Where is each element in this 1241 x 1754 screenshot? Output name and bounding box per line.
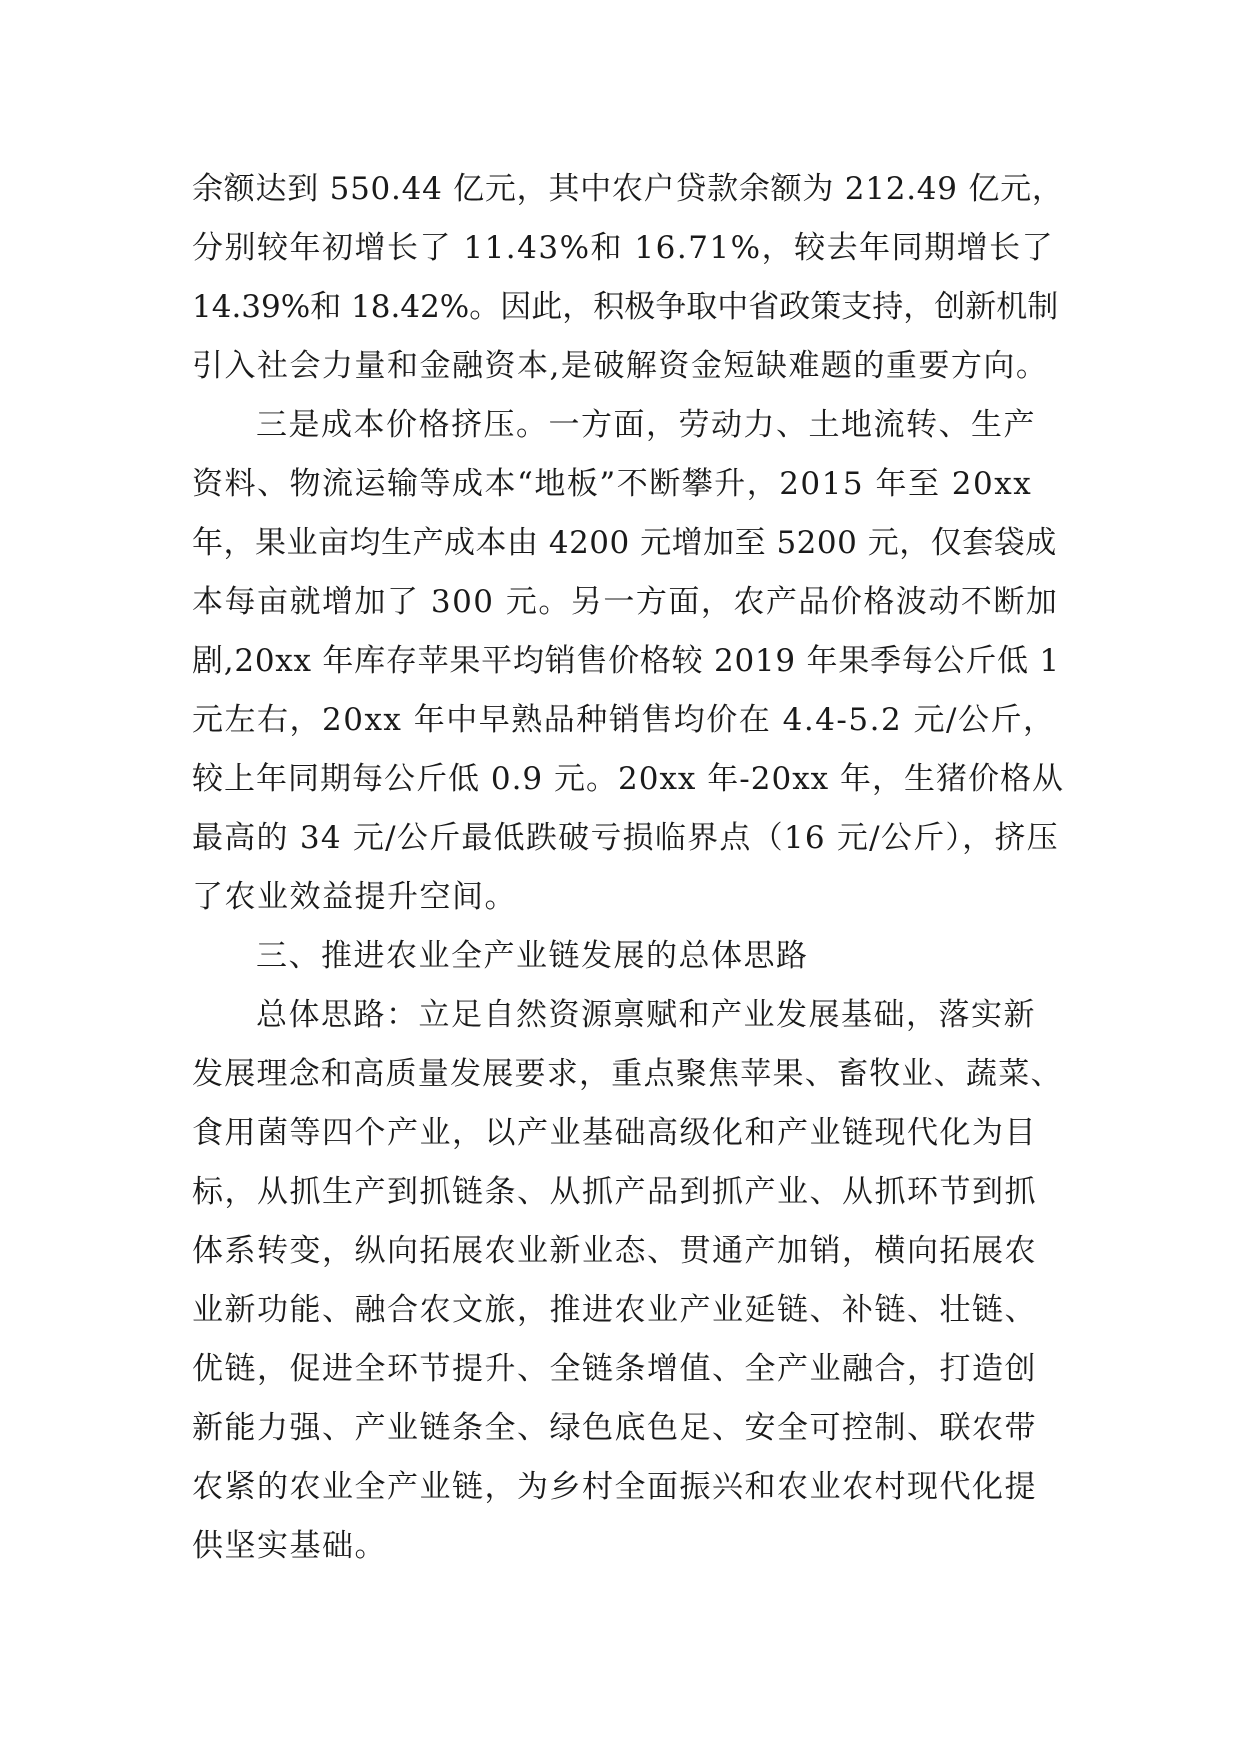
- text-line: 农紧的农业全产业链，为乡村全面振兴和农业农村现代化提: [192, 1469, 1037, 1505]
- text-line: 本每亩就增加了 300 元。另一方面，农产品价格波动不断加: [192, 584, 1059, 620]
- text-line: 最高的 34 元/公斤最低跌破亏损临界点（16 元/公斤），挤压: [192, 820, 1059, 856]
- body-text: [192, 160, 1064, 1576]
- text-line: 发展理念和高质量发展要求，重点聚焦苹果、畜牧业、蔬菜、: [192, 1056, 1063, 1092]
- text-line: 14.39%和 18.42%。因此，积极争取中省政策支持，创新机制: [192, 289, 1059, 325]
- text-line: 引入社会力量和金融资本,是破解资金短缺难题的重要方向。: [192, 348, 1049, 384]
- text-line: 分别较年初增长了 11.43%和 16.71%，较去年同期增长了: [192, 230, 1055, 266]
- text-line: 食用菌等四个产业，以产业基础高级化和产业链现代化为目: [192, 1115, 1037, 1151]
- text-line: 业新功能、融合农文旅，推进农业产业延链、补链、壮链、: [192, 1292, 1037, 1328]
- text-line: 三、推进农业全产业链发展的总体思路: [256, 938, 809, 974]
- text-line: 年，果业亩均生产成本由 4200 元增加至 5200 元，仅套袋成: [192, 525, 1057, 561]
- text-line: 优链，促进全环节提升、全链条增值、全产业融合，打造创: [192, 1351, 1037, 1387]
- text-line: 体系转变，纵向拓展农业新业态、贯通产加销，横向拓展农: [192, 1233, 1037, 1269]
- text-line: 三是成本价格挤压。一方面，劳动力、土地流转、生产: [256, 407, 1036, 443]
- text-line: 了农业效益提升空间。: [192, 879, 517, 915]
- text-line: 元左右，20xx 年中早熟品种销售均价在 4.4-5.2 元/公斤，: [192, 702, 1056, 738]
- text-line: 标，从抓生产到抓链条、从抓产品到抓产业、从抓环节到抓: [192, 1174, 1037, 1210]
- text-line: 新能力强、产业链条全、绿色底色足、安全可控制、联农带: [192, 1410, 1037, 1446]
- text-line: 余额达到 550.44 亿元，其中农户贷款余额为 212.49 亿元，: [192, 171, 1064, 207]
- text-line: 较上年同期每公斤低 0.9 元。20xx 年-20xx 年，生猪价格从: [192, 761, 1065, 797]
- text-line: 剧,20xx 年库存苹果平均销售价格较 2019 年果季每公斤低 1: [192, 643, 1060, 679]
- text-line: 总体思路：立足自然资源禀赋和产业发展基础，落实新: [256, 997, 1036, 1033]
- text-line: 供坚实基础。: [192, 1528, 387, 1564]
- text-line: 资料、物流运输等成本“地板”不断攀升，2015 年至 20xx: [192, 466, 1033, 502]
